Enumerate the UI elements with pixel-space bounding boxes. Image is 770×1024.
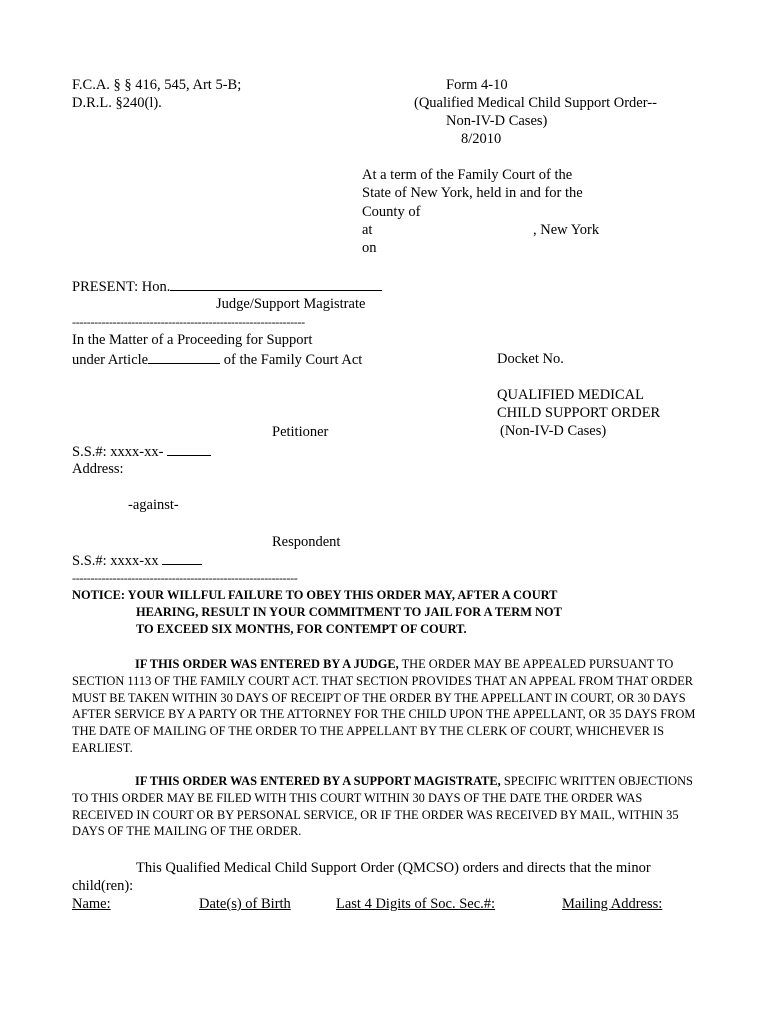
statute-citation-2: D.R.L. §240(l). [72,95,162,111]
petitioner-ssn-blank[interactable] [167,442,211,456]
respondent-label: Respondent [272,534,341,550]
magistrate-objection-paragraph [72,773,702,840]
court-at-label: at [362,222,373,238]
magistrate-paragraph-text: SPECIFIC WRITTEN OBJECTIONS TO THIS ORDER MAY BE FILED WITH THIS COURT WITHIN 30 DAYS OF THE DATE THE ORDER WAS RECEIVED IN COURT OR BY PERSONAL SERVICE, OR IF THE ORDER WAS RECEIVED BY MAIL, WITHIN 35 DAYS OF THE MAILING OF THE ORDER. [72,774,693,839]
family-court-act-label: of the Family Court Act [220,352,363,368]
divider-bottom: ------------------------------------------------------------- [72,571,298,585]
article-label: under Article [72,352,149,368]
column-header-ssn: Last 4 Digits of Soc. Sec.#: [336,896,496,912]
column-header-address: Mailing Address: [562,896,663,912]
form-title-line-2: Non-IV-D Cases) [446,113,548,129]
order-title-line-3: (Non-IV-D Cases) [500,423,607,439]
address-label: Address: [72,461,124,477]
judge-appeal-paragraph [72,656,702,757]
judge-paragraph-text: THE ORDER MAY BE APPEALED PURSUANT TO SECTION 1113 OF THE FAMILY COURT ACT. THAT SECTION PROVIDES THAT AN APPEAL FROM THAT ORDER MUST BE TAKEN WITHIN 30 DAYS OF RECEIPT OF THE ORDER BY THE APPELLANT IN COURT, OR 30 DAYS AFTER SERVICE BY A PARTY OR THE ATTORNEY FOR THE CHILD UPON THE APPELLANT, OR 35 DAYS FROM THE DATE OF MAILING OF THE ORDER TO THE APPELLANT BY THE CLERK OF COURT, WHICHEVER IS EARLIEST. [72,657,696,755]
petitioner-label: Petitioner [272,424,329,440]
court-term-line-1: At a term of the Family Court of the [362,167,573,183]
notice-line-1: NOTICE: YOUR WILLFUL FAILURE TO OBEY THIS ORDER MAY, AFTER A COURT [72,588,558,602]
magistrate-paragraph-lead: IF THIS ORDER WAS ENTERED BY A SUPPORT MAGISTRATE, [135,774,501,788]
docket-number: Docket No. [497,351,564,367]
respondent-ssn-label: S.S.#: xxxx-xx [72,553,159,569]
court-on-label: on [362,240,377,256]
petitioner-ssn [72,442,211,461]
notice-line-2: HEARING, RESULT IN YOUR COMMITMENT TO JAIL FOR A TERM NOT [136,605,562,619]
order-title-line-1: QUALIFIED MEDICAL [497,387,644,403]
matter-line-1: In the Matter of a Proceeding for Support [72,332,313,348]
judge-title: Judge/Support Magistrate [216,296,366,312]
present-label: PRESENT: Hon. [72,279,171,295]
statute-citation-1: F.C.A. § § 416, 545, Art 5-B; [72,77,242,93]
form-number: Form 4-10 [446,77,508,93]
divider-top: --------------------------------------------------------------- [72,315,305,329]
present-hon [72,277,382,296]
judge-name-blank[interactable] [170,277,382,291]
matter-line-2 [72,350,362,369]
column-header-name: Name: [72,896,111,912]
against-label: -against- [128,497,179,513]
petitioner-ssn-label: S.S.#: xxxx-xx- [72,444,164,460]
respondent-ssn [72,551,202,570]
court-term-line-2: State of New York, held in and for the [362,185,583,201]
qmcso-intro-line-1: This Qualified Medical Child Support Order (QMCSO) orders and directs that the minor [136,860,651,876]
form-date: 8/2010 [461,131,502,147]
qmcso-intro-line-2: child(ren): [72,878,134,894]
form-title-line-1: (Qualified Medical Child Support Order-- [414,95,657,111]
court-county-label: County of [362,204,421,220]
court-state-label: , New York [533,222,600,238]
respondent-ssn-blank[interactable] [162,551,202,565]
article-blank[interactable] [148,350,220,364]
judge-paragraph-lead: IF THIS ORDER WAS ENTERED BY A JUDGE, [135,657,399,671]
column-header-dob: Date(s) of Birth [199,896,291,912]
notice-line-3: TO EXCEED SIX MONTHS, FOR CONTEMPT OF COURT. [136,622,467,636]
order-title-line-2: CHILD SUPPORT ORDER [497,405,661,421]
